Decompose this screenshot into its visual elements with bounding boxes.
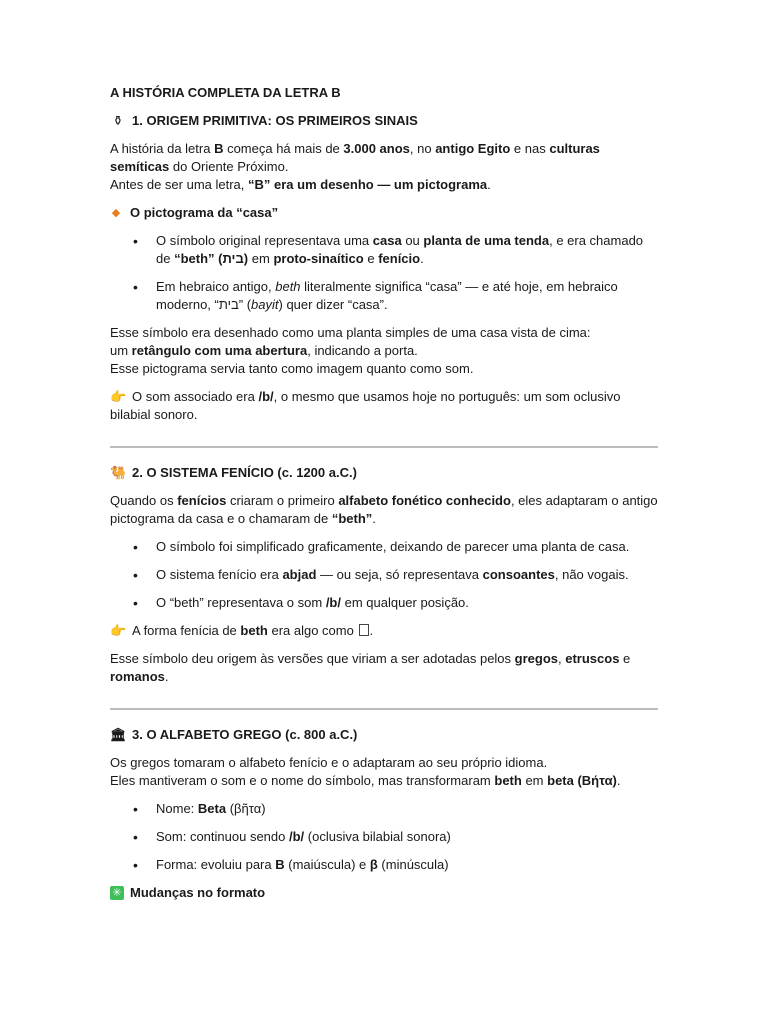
section-2-form-note: 👉 A forma fenícia de beth era algo como .: [110, 623, 374, 638]
section-1-intro: A história da letra B começa há mais de 3.000 anos, no antigo Egito e nas culturas semíticas do Oriente Próximo.: [110, 141, 600, 174]
pointing-hand-icon: 👉: [110, 623, 127, 638]
section-2-heading: 🐫 2. O SISTEMA FENÍCIO (c. 1200 a.C.): [110, 465, 357, 480]
orange-diamond-icon: ◆: [111, 207, 121, 219]
list-item: • O “beth” representava o som /b/ em qualquer posição.: [156, 594, 658, 612]
section-1-heading-text: 1. ORIGEM PRIMITIVA: OS PRIMEIROS SINAIS: [132, 113, 418, 128]
document-title: A HISTÓRIA COMPLETA DA LETRA B: [110, 85, 341, 100]
list-item: • O sistema fenício era abjad — ou seja, só representava consoantes, não vogais.: [156, 566, 658, 584]
section-1-subheading: ◆ O pictograma da “casa”: [111, 205, 279, 220]
list-item: • Som: continuou sendo /b/ (oclusiva bilabial sonora): [156, 828, 658, 846]
section-2-intro: Quando os fenícios criaram o primeiro alfabeto fonético conhecido, eles adaptaram o antigo pictograma da casa e o chamaram de “beth”.: [110, 493, 658, 526]
section-divider: [110, 446, 658, 448]
section-1-list: [110, 232, 658, 314]
classical-building-icon: 🏛: [110, 727, 127, 742]
missing-glyph-icon: [359, 624, 369, 636]
section-3-intro: Os gregos tomaram o alfabeto fenício e o adaptaram ao seu próprio idioma. Eles mantiveram o som e o nome do símbolo, mas transformaram beth em beta (Βήτα).: [110, 755, 621, 788]
document-content: [110, 84, 658, 912]
section-3-list: [110, 800, 658, 874]
section-1-desc: Esse símbolo era desenhado como uma planta simples de uma casa vista de cima: um retângulo com uma abertura, indicando a porta. Esse pictograma servia tanto como imagem quanto como som.: [110, 325, 591, 376]
section-divider: [110, 708, 658, 710]
sparkle-icon: ✳: [110, 886, 124, 900]
section-2-origin: Esse símbolo deu origem às versões que viriam a ser adotadas pelos gregos, etruscos e romanos.: [110, 651, 631, 684]
section-1-heading: [110, 112, 658, 130]
section-3-heading: 🏛 3. O ALFABETO GREGO (c. 800 a.C.): [110, 727, 358, 742]
section-1-sound-note: 👉 O som associado era /b/, o mesmo que usamos hoje no português: um som oclusivo bilabial sonoro.: [110, 389, 621, 422]
list-item: • O símbolo original representava uma casa ou planta de uma tenda, e era chamado de “beth” (בית) em proto-sinaítico e fenício.: [156, 232, 658, 268]
pointing-hand-icon: 👉: [110, 389, 127, 404]
section-3-subheading: ✳ Mudanças no formato: [110, 884, 658, 902]
list-item: • Forma: evoluiu para Β (maiúscula) e β (minúscula): [156, 856, 658, 874]
section-2-list: [110, 538, 658, 612]
section-1-intro-2: Antes de ser uma letra, “B” era um desenho — um pictograma.: [110, 177, 491, 192]
camel-icon: 🐫: [110, 465, 127, 480]
amphora-icon: ⚱: [112, 113, 124, 128]
list-item: • O símbolo foi simplificado graficamente, deixando de parecer uma planta de casa.: [156, 538, 658, 556]
list-item: • Em hebraico antigo, beth literalmente significa “casa” — e até hoje, em hebraico moderno, “בית” (bayit) quer dizer “casa”.: [156, 278, 658, 314]
list-item: • Nome: Beta (βῆτα): [156, 800, 658, 818]
